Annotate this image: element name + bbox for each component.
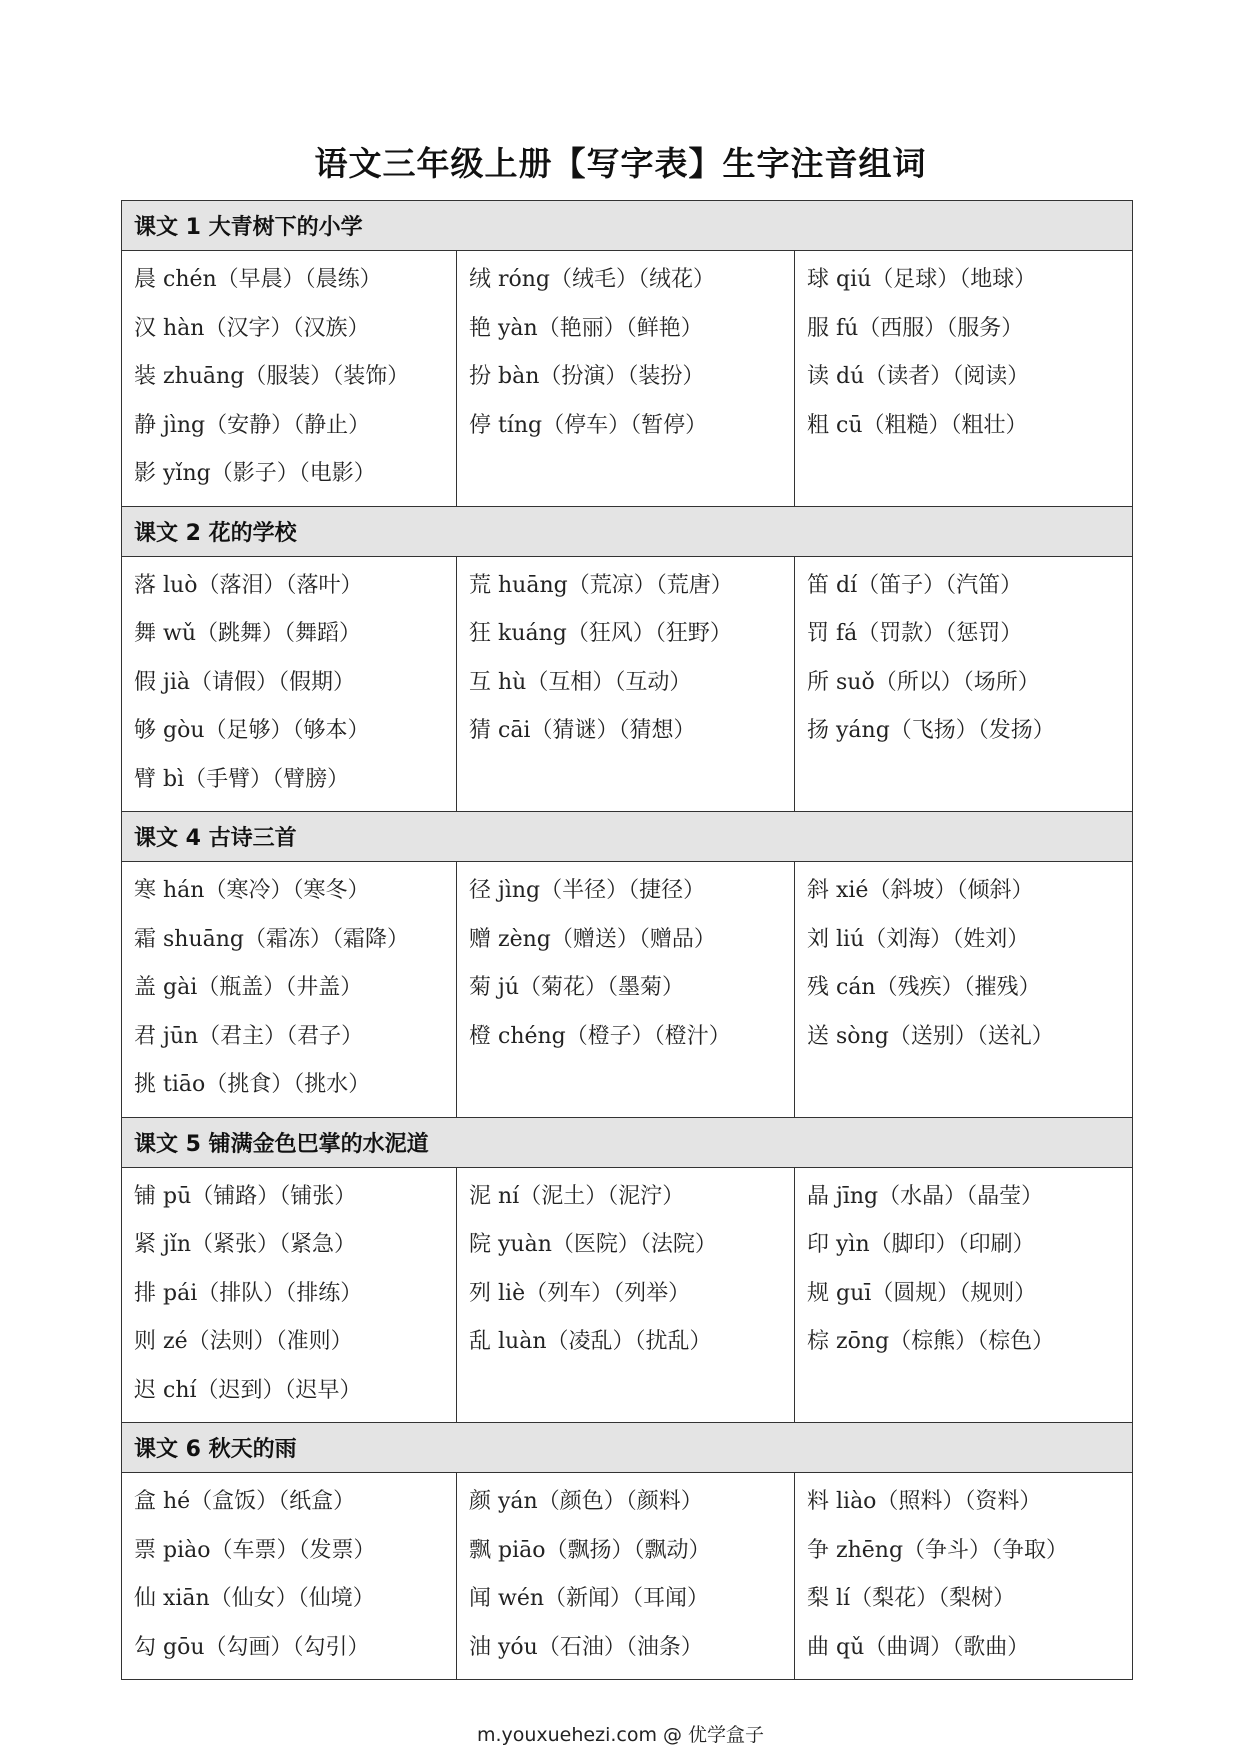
- word-entry: 荒 huāng（荒凉）（荒唐）: [469, 572, 733, 598]
- word-entry: 院 yuàn（医院）（法院）: [469, 1232, 717, 1257]
- word-entry: 闻 wén（新闻）（耳闻）: [469, 1586, 710, 1611]
- word-entry: 霜 shuāng（霜冻）（霜降）: [134, 926, 409, 952]
- word-entry: 绒 róng（绒毛）（绒花）: [469, 267, 716, 292]
- word-entry: 影 yǐng（影子）（电影）: [134, 461, 376, 486]
- lesson-words-row: [122, 1473, 1133, 1680]
- word-entry: 舞 wǔ（跳舞）（舞蹈）: [134, 621, 361, 646]
- word-entry: 料 liào（照料）（资料）: [807, 1489, 1042, 1514]
- word-column: [457, 556, 795, 812]
- word-entry: 所 suǒ（所以）（场所）: [807, 669, 1040, 695]
- word-entry: 油 yóu（石油）（油条）: [469, 1634, 703, 1660]
- word-entry: 印 yìn（脚印）（印刷）: [807, 1232, 1035, 1257]
- word-entry: 晨 chén（早晨）（晨练）: [134, 267, 382, 292]
- word-entry: 径 jìng（半径）（捷径）: [469, 878, 706, 903]
- word-column: [122, 556, 457, 812]
- word-entry: 送 sòng（送别）（送礼）: [807, 1023, 1054, 1049]
- word-entry: 落 luò（落泪）（落叶）: [134, 572, 363, 598]
- word-entry: 橙 chéng（橙子）（橙汁）: [469, 1023, 731, 1049]
- word-column: [795, 1473, 1133, 1680]
- word-entry: 静 jìng（安静）（静止）: [134, 412, 371, 438]
- word-entry: 扬 yáng（飞扬）（发扬）: [807, 718, 1055, 743]
- word-entry: 梨 lí（梨花）（梨树）: [807, 1586, 1016, 1611]
- word-entry: 臂 bì（手臂）（臂膀）: [134, 766, 350, 792]
- word-entry: 迟 chí（迟到）（迟早）: [134, 1377, 362, 1403]
- word-entry: 斜 xié（斜坡）（倾斜）: [807, 878, 1034, 903]
- word-entry: 颜 yán（颜色）（颜料）: [469, 1489, 703, 1514]
- lesson-heading: 课文 6 秋天的雨: [122, 1423, 1133, 1473]
- word-entry: 盒 hé（盒饭）（纸盒）: [134, 1489, 356, 1514]
- lesson-words-row: [122, 251, 1133, 507]
- word-entry: 票 piào（车票）（发票）: [134, 1537, 376, 1563]
- word-column: [122, 1473, 457, 1680]
- word-entry: 残 cán（残疾）（摧残）: [807, 975, 1041, 1000]
- word-entry: 停 tíng（停车）（暂停）: [469, 412, 708, 438]
- word-entry: 挑 tiāo（挑食）（挑水）: [134, 1072, 371, 1097]
- lesson-words-row: [122, 556, 1133, 812]
- word-column: [795, 556, 1133, 812]
- word-column: [457, 862, 795, 1118]
- lesson-header-row: [122, 506, 1133, 556]
- word-entry: 君 jūn（君主）（君子）: [134, 1023, 364, 1049]
- word-entry: 服 fú（西服）（服务）: [807, 315, 1024, 341]
- word-entry: 刘 liú（刘海）（姓刘）: [807, 926, 1030, 952]
- word-entry: 乱 luàn（凌乱）（扰乱）: [469, 1329, 712, 1354]
- word-entry: 粗 cū（粗糙）（粗壮）: [807, 412, 1028, 438]
- word-entry: 列 liè（列车）（列举）: [469, 1280, 691, 1306]
- word-entry: 勾 gōu（勾画）（勾引）: [134, 1634, 370, 1660]
- lesson-heading: 课文 2 花的学校: [122, 506, 1133, 556]
- word-column: [457, 1167, 795, 1423]
- word-entry: 球 qiú（足球）（地球）: [807, 267, 1037, 292]
- lesson-heading: 课文 5 铺满金色巴掌的水泥道: [122, 1117, 1133, 1167]
- word-entry: 笛 dí（笛子）（汽笛）: [807, 572, 1023, 598]
- word-entry: 规 guī（圆规）（规则）: [807, 1280, 1037, 1306]
- word-entry: 曲 qǔ（曲调）（歌曲）: [807, 1634, 1030, 1660]
- page-title: 语文三年级上册【写字表】生字注音组词: [314, 144, 927, 183]
- word-entry: 假 jià（请假）（假期）: [134, 669, 355, 695]
- word-entry: 寒 hán（寒冷）（寒冬）: [134, 878, 370, 903]
- word-entry: 赠 zèng（赠送）（赠品）: [469, 926, 716, 952]
- word-column: [795, 862, 1133, 1118]
- lesson-header-row: [122, 1423, 1133, 1473]
- lesson-header-row: [122, 201, 1133, 251]
- lesson-heading: 课文 1 大青树下的小学: [122, 201, 1133, 251]
- word-entry: 艳 yàn（艳丽）（鲜艳）: [469, 315, 703, 341]
- word-entry: 读 dú（读者）（阅读）: [807, 364, 1030, 389]
- word-entry: 扮 bàn（扮演）（装扮）: [469, 364, 705, 389]
- word-entry: 够 gòu（足够）（够本）: [134, 718, 370, 743]
- word-entry: 则 zé（法则）（准则）: [134, 1329, 353, 1354]
- word-entry: 铺 pū（铺路）（铺张）: [134, 1183, 357, 1209]
- word-entry: 互 hù（互相）（互动）: [469, 669, 692, 695]
- word-column: [795, 1167, 1133, 1423]
- word-entry: 泥 ní（泥土）（泥泞）: [469, 1183, 685, 1209]
- vocabulary-table: [121, 200, 1133, 1680]
- footer-watermark: m.youxuehezi.com @ 优学盒子: [476, 1724, 765, 1746]
- word-entry: 仙 xiān（仙女）（仙境）: [134, 1586, 375, 1611]
- word-entry: 狂 kuáng（狂风）（狂野）: [469, 621, 732, 646]
- lesson-heading: 课文 4 古诗三首: [122, 812, 1133, 862]
- word-entry: 汉 hàn（汉字）（汉族）: [134, 315, 370, 341]
- table-body: [122, 201, 1133, 1680]
- word-entry: 盖 gài（瓶盖）（井盖）: [134, 975, 363, 1000]
- lesson-header-row: [122, 812, 1133, 862]
- lesson-words-row: [122, 1167, 1133, 1423]
- word-entry: 争 zhēng（争斗）（争取）: [807, 1537, 1069, 1563]
- word-column: [457, 1473, 795, 1680]
- word-entry: 紧 jǐn（紧张）（紧急）: [134, 1232, 357, 1257]
- word-column: [122, 251, 457, 507]
- word-column: [122, 862, 457, 1118]
- word-entry: 罚 fá（罚款）（惩罚）: [807, 621, 1023, 646]
- lesson-words-row: [122, 862, 1133, 1118]
- lesson-header-row: [122, 1117, 1133, 1167]
- word-column: [122, 1167, 457, 1423]
- word-entry: 菊 jú（菊花）（墨菊）: [469, 975, 684, 1000]
- word-entry: 装 zhuāng（服装）（装饰）: [134, 364, 410, 389]
- word-entry: 棕 zōng（棕熊）（棕色）: [807, 1329, 1055, 1354]
- word-column: [457, 251, 795, 507]
- word-entry: 猜 cāi（猜谜）（猜想）: [469, 718, 696, 743]
- word-entry: 排 pái（排队）（排练）: [134, 1280, 363, 1306]
- word-column: [795, 251, 1133, 507]
- word-entry: 晶 jīng（水晶）（晶莹）: [807, 1183, 1044, 1209]
- word-entry: 飘 piāo（飘扬）（飘动）: [469, 1537, 711, 1563]
